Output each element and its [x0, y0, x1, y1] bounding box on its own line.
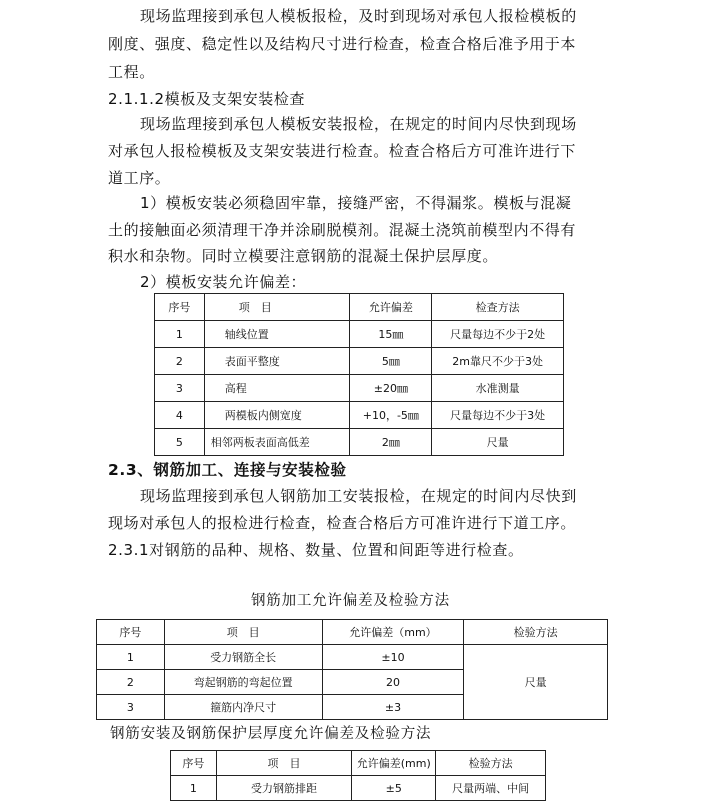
- table-cell: 两模板内侧宽度: [204, 402, 350, 429]
- table-cell: 尺量每边不少于2处: [432, 321, 564, 348]
- table-cell: 2㎜: [350, 429, 432, 456]
- formwork-tolerance-table: [154, 293, 564, 456]
- table-header: 检验方法: [464, 620, 608, 645]
- table-cell: 轴线位置: [204, 321, 350, 348]
- table-cell: 5: [155, 429, 205, 456]
- table-caption: 钢筋安装及钢筋保护层厚度允许偏差及检验方法: [110, 726, 432, 742]
- table-caption: 钢筋加工允许偏差及检验方法: [251, 593, 450, 609]
- paragraph-line: 对承包人报检模板及支架安装进行检查。检查合格后方可准许进行下: [108, 142, 577, 160]
- table-cell: 5㎜: [350, 348, 432, 375]
- table-row: [97, 645, 608, 670]
- table-header: 项 目: [216, 751, 351, 776]
- table-row: [155, 321, 564, 348]
- paragraph-line: 刚度、强度、稳定性以及结构尺寸进行检查，检查合格后准予用于本: [108, 35, 577, 53]
- table-cell: 受力钢筋排距: [216, 776, 351, 801]
- paragraph-line: 现场对承包人的报检进行检查，检查合格后方可准许进行下道工序。: [108, 514, 577, 532]
- table-cell: 受力钢筋全长: [164, 645, 322, 670]
- paragraph-line: 积水和杂物。同时立模要注意钢筋的混凝土保护层厚度。: [108, 247, 499, 265]
- table-cell: 弯起钢筋的弯起位置: [164, 670, 322, 695]
- table-cell: 2m靠尺不少于3处: [432, 348, 564, 375]
- table-cell: 相邻两板表面高低差: [204, 429, 350, 456]
- table-cell: 尺量每边不少于3处: [432, 402, 564, 429]
- table-header: 检验方法: [436, 751, 546, 776]
- paragraph-line: 现场监理接到承包人模板报检，及时到现场对承包人报检模板的: [140, 7, 577, 25]
- paragraph-line: 1）模板安装必须稳固牢靠，接缝严密，不得漏浆。模板与混凝: [140, 194, 572, 212]
- paragraph-line: 2）模板安装允许偏差：: [140, 273, 307, 291]
- table-header: 允许偏差(mm): [352, 751, 436, 776]
- table-cell: 1: [171, 776, 217, 801]
- table-row: [155, 348, 564, 375]
- table-row: [155, 375, 564, 402]
- paragraph-line: 土的接触面必须清理干净并涂刷脱模剂。混凝土浇筑前模型内不得有: [108, 221, 577, 239]
- paragraph-line: 现场监理接到承包人模板安装报检，在规定的时间内尽快到现场: [140, 115, 577, 133]
- paragraph-line: 工程。: [108, 63, 155, 81]
- table-cell: ±10: [322, 645, 464, 670]
- table-cell: 2: [97, 670, 165, 695]
- table-header: 序号: [155, 294, 205, 321]
- table-cell: 1: [97, 645, 165, 670]
- table-row: [155, 429, 564, 456]
- table-cell: 1: [155, 321, 205, 348]
- table-cell: 3: [97, 695, 165, 720]
- table-header: 项 目: [164, 620, 322, 645]
- table-cell: 高程: [204, 375, 350, 402]
- table-cell: 箍筋内净尺寸: [164, 695, 322, 720]
- table-cell: 15㎜: [350, 321, 432, 348]
- table-cell: 表面平整度: [204, 348, 350, 375]
- paragraph-line: 2.3.1对钢筋的品种、规格、数量、位置和间距等进行检查。: [108, 541, 524, 559]
- table-header: 项 目: [204, 294, 350, 321]
- table-cell: 尺量两端、中间: [436, 776, 546, 801]
- table-header: 检查方法: [432, 294, 564, 321]
- table-header: 允许偏差: [350, 294, 432, 321]
- table-cell: 2: [155, 348, 205, 375]
- table-header: 序号: [97, 620, 165, 645]
- table-cell: +10，-5㎜: [350, 402, 432, 429]
- table-cell: ±3: [322, 695, 464, 720]
- rebar-processing-table: [96, 619, 608, 720]
- table-cell: 20: [322, 670, 464, 695]
- rebar-installation-table: [170, 750, 546, 801]
- table-header: 序号: [171, 751, 217, 776]
- table-row: [155, 402, 564, 429]
- table-cell: 水准测量: [432, 375, 564, 402]
- table-row: [171, 776, 546, 801]
- table-cell: ±5: [352, 776, 436, 801]
- table-cell: 3: [155, 375, 205, 402]
- table-header: 允许偏差（mm）: [322, 620, 464, 645]
- section-heading: 2.1.1.2模板及支架安装检查: [108, 90, 306, 108]
- table-cell: 尺量: [432, 429, 564, 456]
- section-heading: 2.3、钢筋加工、连接与安装检验: [108, 461, 347, 479]
- paragraph-line: 道工序。: [108, 169, 171, 187]
- table-cell: ±20㎜: [350, 375, 432, 402]
- paragraph-line: 现场监理接到承包人钢筋加工安装报检，在规定的时间内尽快到: [140, 487, 577, 505]
- table-cell: 尺量: [464, 645, 608, 720]
- table-cell: 4: [155, 402, 205, 429]
